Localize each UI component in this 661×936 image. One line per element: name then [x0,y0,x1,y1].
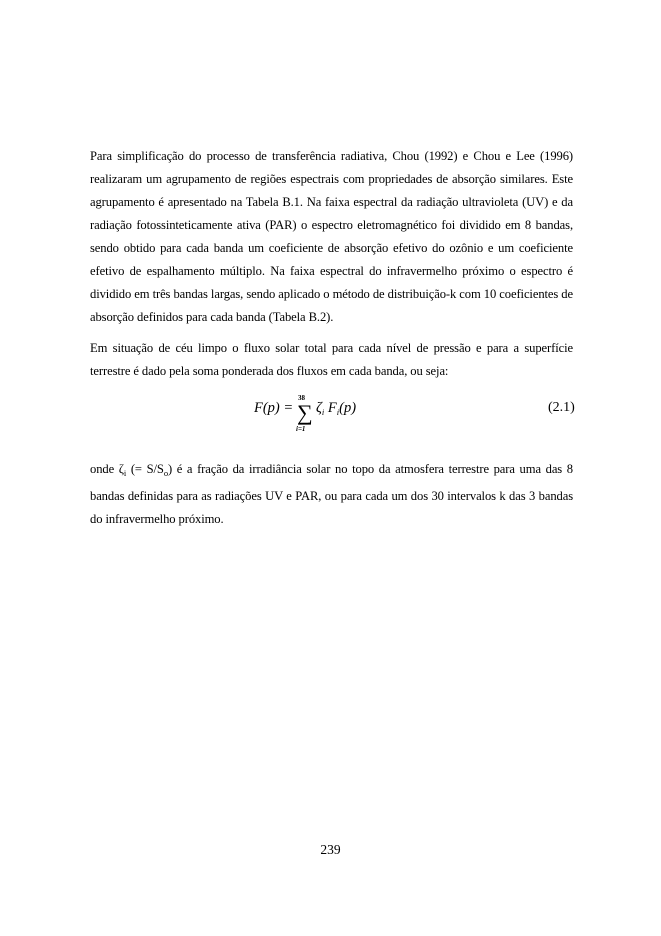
sigma-glyph: ∑ [297,400,313,425]
page-number: 239 [320,842,341,857]
equation-2-1 [0,394,661,438]
paragraph-zeta-definition [90,458,573,531]
summation-lower-limit: i=1 [296,425,306,433]
zeta-subscript: i [321,407,325,417]
f-subscript: i [336,407,340,417]
equation-rhs [316,400,356,417]
zeta-symbol: ζ [316,400,322,416]
p3-suffix: ) é a fração da irradiância solar no topo da atmosfera terrestre para uma das 8 bandas definidas para as radiações UV e PAR, ou para cada um dos 30 intervalos k das 3 bandas do infravermelho próximo. [90,462,573,526]
paragraph-spectral-grouping: Para simplificação do processo de transferência radiativa, Chou (1992) e Chou e Lee (1996) realizaram um agrupamento de regiões espectrais com propriedades de absorção similares. Este agrupamento é apresentado na Tabela B.1. Na faixa espectral da radiação ultravioleta (UV) e da radiação fotossinteticamente ativa (PAR) o espectro eletromagnético foi dividido em 8 bandas, sendo obtido para cada banda um coeficiente de absorção efetivo do ozônio e um coeficiente efetivo de espalhamento múltiplo. Na faixa espectral do infravermelho próximo o espectro é dividido em três bandas largas, sendo aplicado o método de distribuição-k com 10 coeficientes de absorção definidos para cada banda (Tabela B.2). [90,149,573,324]
p3-prefix: onde ζ [90,462,124,476]
equation-number: (2.1) [548,400,575,415]
p3-zeta-subscript: i [123,468,127,478]
equation-lhs: F(p) = [254,400,294,416]
p3-mid: (= S/S [126,462,164,476]
summation-symbol [294,394,316,436]
p3-so-subscript: o [163,468,168,478]
summation-upper-limit: 38 [298,394,305,402]
f-symbol: F [324,400,337,416]
paragraph-clear-sky-flux: Em situação de céu limpo o fluxo solar total para cada nível de pressão e para a superfície terrestre é dado pela soma ponderada dos fluxos em cada banda, ou seja: [90,341,573,378]
f-argument: (p) [339,400,357,416]
